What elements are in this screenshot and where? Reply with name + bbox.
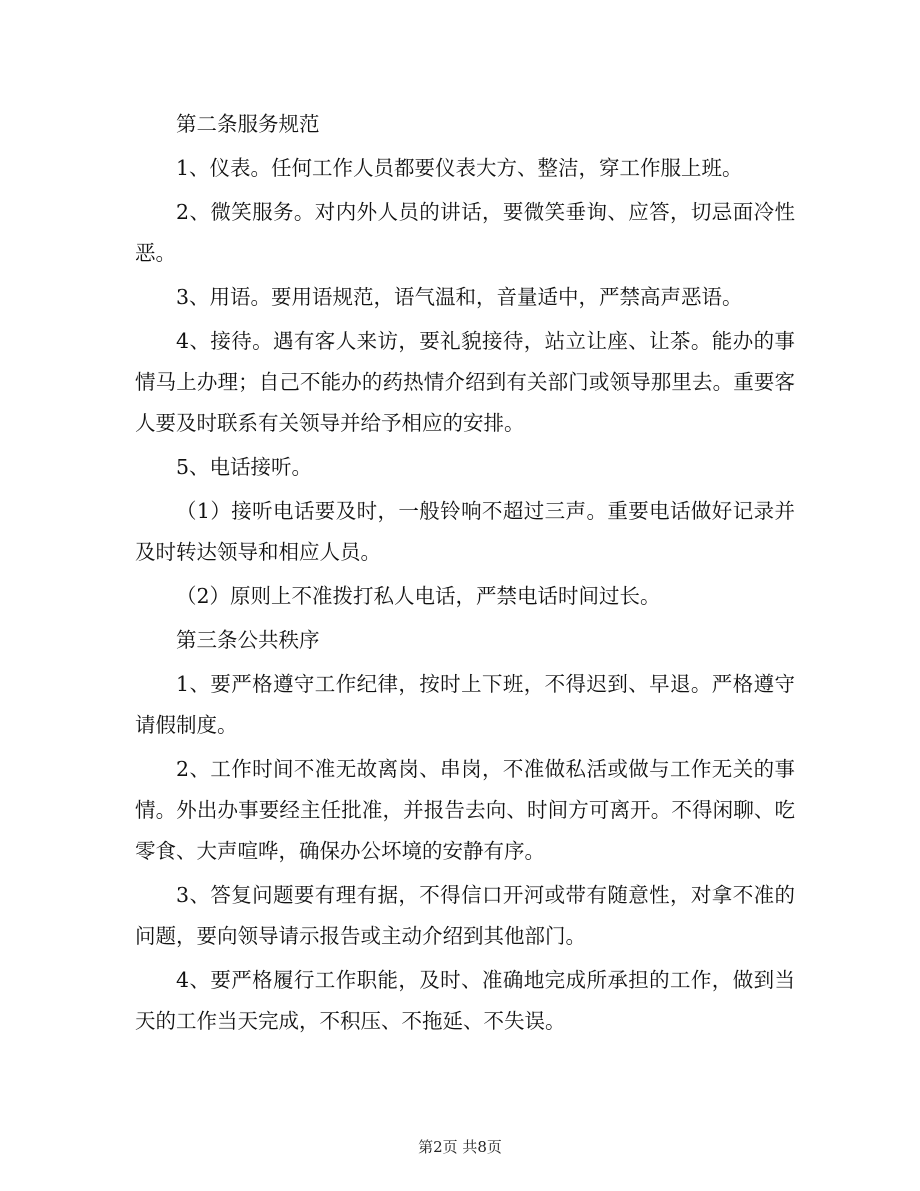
paragraph-smile-service: 2、微笑服务。对内外人员的讲话，要微笑垂询、应答，切忌面冷性恶。: [135, 200, 795, 265]
paragraph-language: 3、用语。要用语规范，语气温和，音量适中，严禁高声恶语。: [176, 285, 743, 309]
paragraph-answers: 3、答复问题要有理有据，不得信口开河或带有随意性，对拿不准的问题，要向领导请示报告或主动介绍到其他部门。: [135, 883, 795, 948]
document-body: [135, 104, 795, 1045]
section-heading-order: 第三条公共秩序: [176, 628, 320, 652]
page-number-footer: 第2页 共8页: [418, 1138, 502, 1156]
paragraph-appearance: 1、仪表。任何工作人员都要仪表大方、整洁，穿工作服上班。: [176, 156, 743, 180]
section-heading-service: 第二条服务规范: [176, 112, 320, 136]
paragraph-reception: 4、接待。遇有客人来访，要礼貌接待，站立让座、让茶。能办的事情马上办理；自己不能办的药热情介绍到有关部门或领导那里去。重要客人要及时联系有关领导并给予相应的安排。: [135, 329, 795, 435]
paragraph-phone: 5、电话接听。: [176, 455, 313, 479]
paragraph-phone-1: （1）接听电话要及时，一般铃响不超过三声。重要电话做好记录并及时转达领导和相应人员。: [135, 499, 795, 564]
paragraph-discipline: 1、要严格遵守工作纪律，按时上下班，不得迟到、早退。严格遵守请假制度。: [135, 672, 795, 737]
paragraph-duties: 4、要严格履行工作职能，及时、准确地完成所承担的工作，做到当天的工作当天完成，不积压、不拖延、不失误。: [135, 968, 795, 1033]
paragraph-work-time: 2、工作时间不准无故离岗、串岗，不准做私活或做与工作无关的事情。外出办事要经主任批准，并报告去向、时间方可离开。不得闲聊、吃零食、大声喧哗，确保办公坏境的安静有序。: [135, 757, 795, 863]
paragraph-phone-2: （2）原则上不准拨打私人电话，严禁电话时间过长。: [176, 584, 661, 608]
